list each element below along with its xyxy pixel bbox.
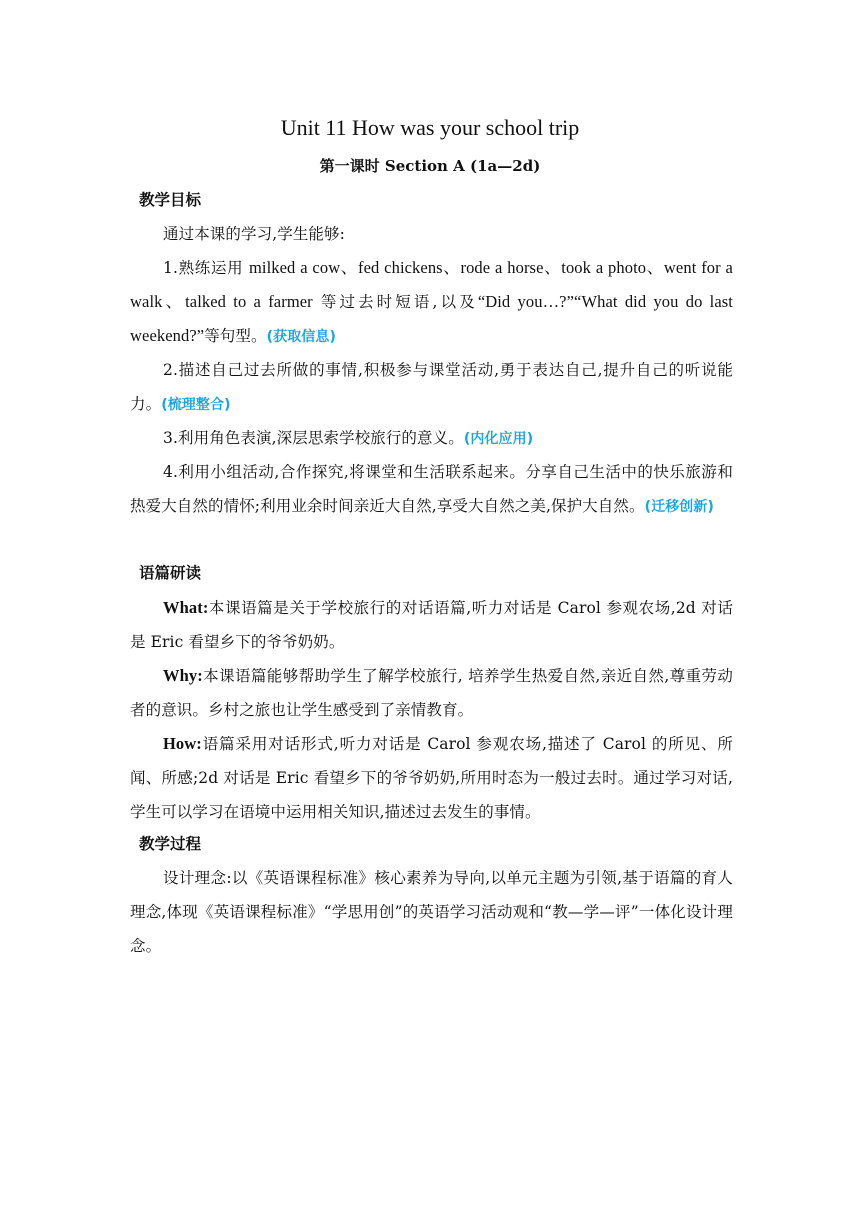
- goal-3-text: 3.利用角色表演,深层思索学校旅行的意义。: [163, 429, 464, 447]
- goal-item-2: [130, 353, 733, 422]
- section-heading-process: 教学过程: [139, 834, 202, 853]
- goal-1-sentences: “Did you…?”“What did you do last weekend?”: [130, 292, 733, 345]
- goal-2-text: 2.描述自己过去所做的事情,积极参与课堂活动,勇于表达自己,提升自己的听说能力。: [130, 361, 733, 413]
- goal-item-1: [130, 251, 733, 354]
- why-text: 本课语篇能够帮助学生了解学校旅行, 培养学生热爱自然,亲近自然,尊重劳动者的意识。乡村之旅也让学生感受到了亲情教育。: [130, 667, 733, 719]
- why-label: Why:: [163, 666, 203, 685]
- process-text: 设计理念:以《英语课程标准》核心素养为导向,以单元主题为引领,基于语篇的育人理念,体现《英语课程标准》“学思用创”的英语学习活动观和“教—学—评”一体化设计理念。: [130, 869, 733, 955]
- goal-item-3: [130, 421, 733, 456]
- what-text: 本课语篇是关于学校旅行的对话语篇,听力对话是 Carol 参观农场,2d 对话是 Eric 看望乡下的爷爷奶奶。: [130, 599, 733, 651]
- goal-1-text-a: 1.熟练运用: [163, 259, 249, 277]
- goal-4-text: 4.利用小组活动,合作探究,将课堂和生活联系起来。分享自己生活中的快乐旅游和热爱大自然的情怀;利用业余时间亲近大自然,享受大自然之美,保护大自然。: [130, 463, 733, 515]
- goal-item-4: [130, 455, 733, 524]
- goal-1-tag: (获取信息): [266, 329, 336, 345]
- what-label: What:: [163, 598, 209, 617]
- reading-how: [130, 727, 733, 829]
- goal-4-tag: (迁移创新): [644, 499, 714, 515]
- lesson-subtitle: 第一课时 Section A (1a—2d): [319, 157, 541, 175]
- reading-what: [130, 591, 733, 659]
- goals-intro: 通过本课的学习,学生能够:: [163, 225, 345, 243]
- reading-why: [130, 659, 733, 727]
- page-title: Unit 11 How was your school trip: [280, 115, 580, 140]
- goal-1-text-c: 等句型。: [204, 327, 267, 345]
- how-label: How:: [163, 734, 202, 753]
- goal-2-tag: (梳理整合): [161, 397, 231, 413]
- goal-3-tag: (内化应用): [463, 431, 534, 447]
- goal-1-phrases: milked a cow、fed chickens、rode a horse、took a photo、went for a walk、talked to a farmer: [130, 258, 733, 311]
- section-heading-reading: 语篇研读: [139, 563, 202, 582]
- goal-1-text-b: 等过去时短语,以及: [312, 293, 478, 311]
- section-heading-goals: 教学目标: [139, 190, 202, 209]
- how-text: 语篇采用对话形式,听力对话是 Carol 参观农场,描述了 Carol 的所见、所闻、所感;2d 对话是 Eric 看望乡下的爷爷奶奶,所用时态为一般过去时。通过学习对话,学生可以学习在语境中运用相关知识,描述过去发生的事情。: [130, 735, 733, 821]
